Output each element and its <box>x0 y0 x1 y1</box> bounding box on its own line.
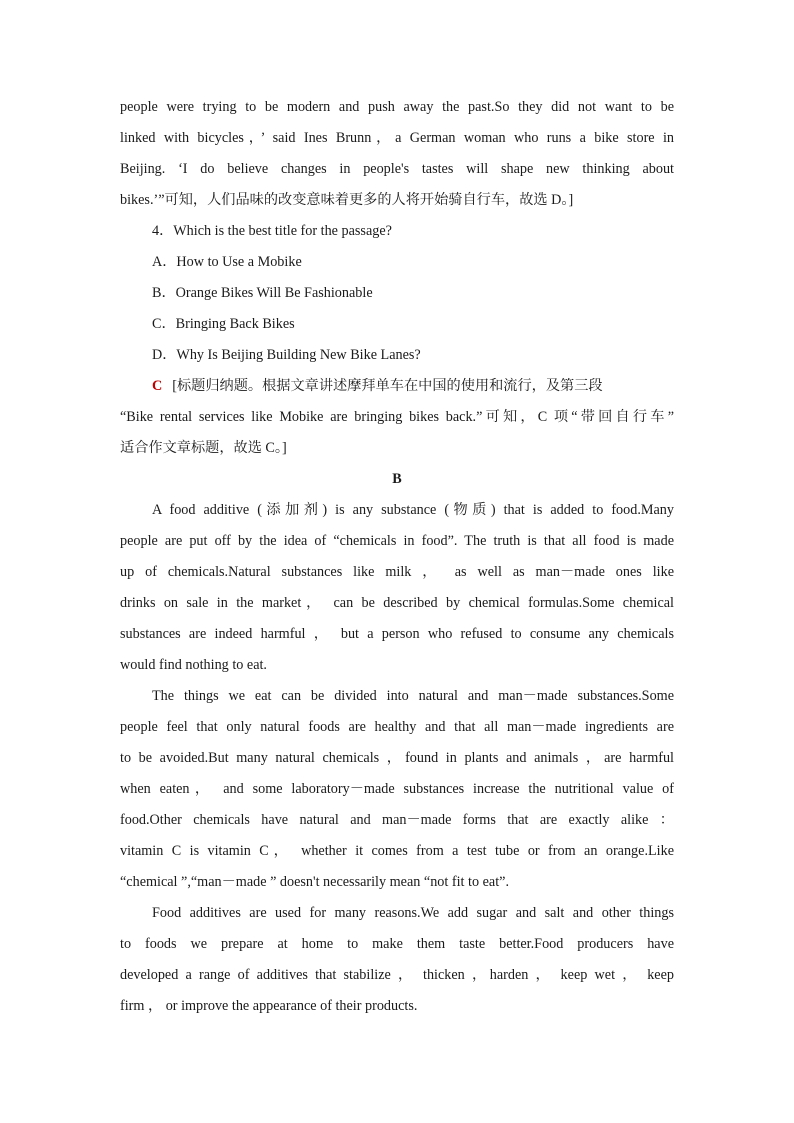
answer-line <box>120 371 674 402</box>
text-line: 适合作文章标题，故选 C。] <box>120 440 287 456</box>
text-line: would find nothing to eat. <box>120 657 267 673</box>
text-line: food.Other chemicals have natural and man－made forms that are exactly alike ： <box>120 812 674 828</box>
text-line: linked with bicycles，’ said Ines Brunn，a German woman who runs a bike store in <box>120 130 674 146</box>
option-d: D．Why Is Beijing Building New Bike Lanes? <box>152 347 421 363</box>
document-page <box>120 92 674 1022</box>
text-line: people feel that only natural foods are healthy and that all man－made ingredients are <box>120 719 674 735</box>
text-line: substances are indeed harmful ， but a person who refused to consume any chemicals <box>120 626 674 642</box>
text-line: people were trying to be modern and push away the past.So they did not want to be <box>120 99 674 115</box>
option-c: C．Bringing Back Bikes <box>152 316 295 332</box>
option-a: A．How to Use a Mobike <box>152 254 302 270</box>
question-4 <box>120 216 674 464</box>
text-line: developed a range of additives that stabilize ， thicken ，harden ， keep wet ， keep <box>120 967 674 983</box>
text-line: A food additive (添加剂) is any substance (物质) that is added to food.Many <box>152 502 674 518</box>
prev-explanation <box>120 92 674 216</box>
text-line: “Bike rental services like Mobike are bringing bikes back.”可知，C 项“带回自行车” <box>120 409 674 425</box>
text-line: bikes.’”可知，人们品味的改变意味着更多的人将开始骑自行车，故选 D。] <box>120 192 574 208</box>
text-line: “chemical ”,“man－made ” doesn't necessarily mean “not fit to eat”. <box>120 874 509 890</box>
question-stem: 4．Which is the best title for the passage? <box>152 223 392 239</box>
paragraph-1 <box>120 495 674 681</box>
text-line: drinks on sale in the market， can be described by chemical formulas.Some chemical <box>120 595 674 611</box>
paragraph-3 <box>120 898 674 1022</box>
answer-letter: C <box>152 378 163 394</box>
text-line: vitamin C is vitamin C， whether it comes from a test tube or from an orange.Like <box>120 843 674 859</box>
explanation-text: [标题归纳题。根据文章讲述摩拜单车在中国的使用和流行，及第三段 <box>172 378 603 394</box>
text-line: firm ， or improve the appearance of their products. <box>120 998 418 1014</box>
text-line: to be avoided.But many natural chemicals ，found in plants and animals ，are harmful <box>120 750 674 766</box>
option-b: B．Orange Bikes Will Be Fashionable <box>152 285 373 301</box>
text-line: Food additives are used for many reasons.We add sugar and salt and other things <box>152 905 674 921</box>
paragraph-2 <box>120 681 674 898</box>
section-heading: B <box>392 471 402 487</box>
text-line: up of chemicals.Natural substances like milk ， as well as man－made ones like <box>120 564 674 580</box>
text-line: when eaten， and some laboratory－made substances increase the nutritional value of <box>120 781 674 797</box>
text-line: Beijing. ‘I do believe changes in people's tastes will shape new thinking about <box>120 161 674 177</box>
text-line: The things we eat can be divided into natural and man－made substances.Some <box>152 688 674 704</box>
text-line: people are put off by the idea of “chemicals in food”. The truth is that all food is made <box>120 533 674 549</box>
text-line: to foods we prepare at home to make them taste better.Food producers have <box>120 936 674 952</box>
